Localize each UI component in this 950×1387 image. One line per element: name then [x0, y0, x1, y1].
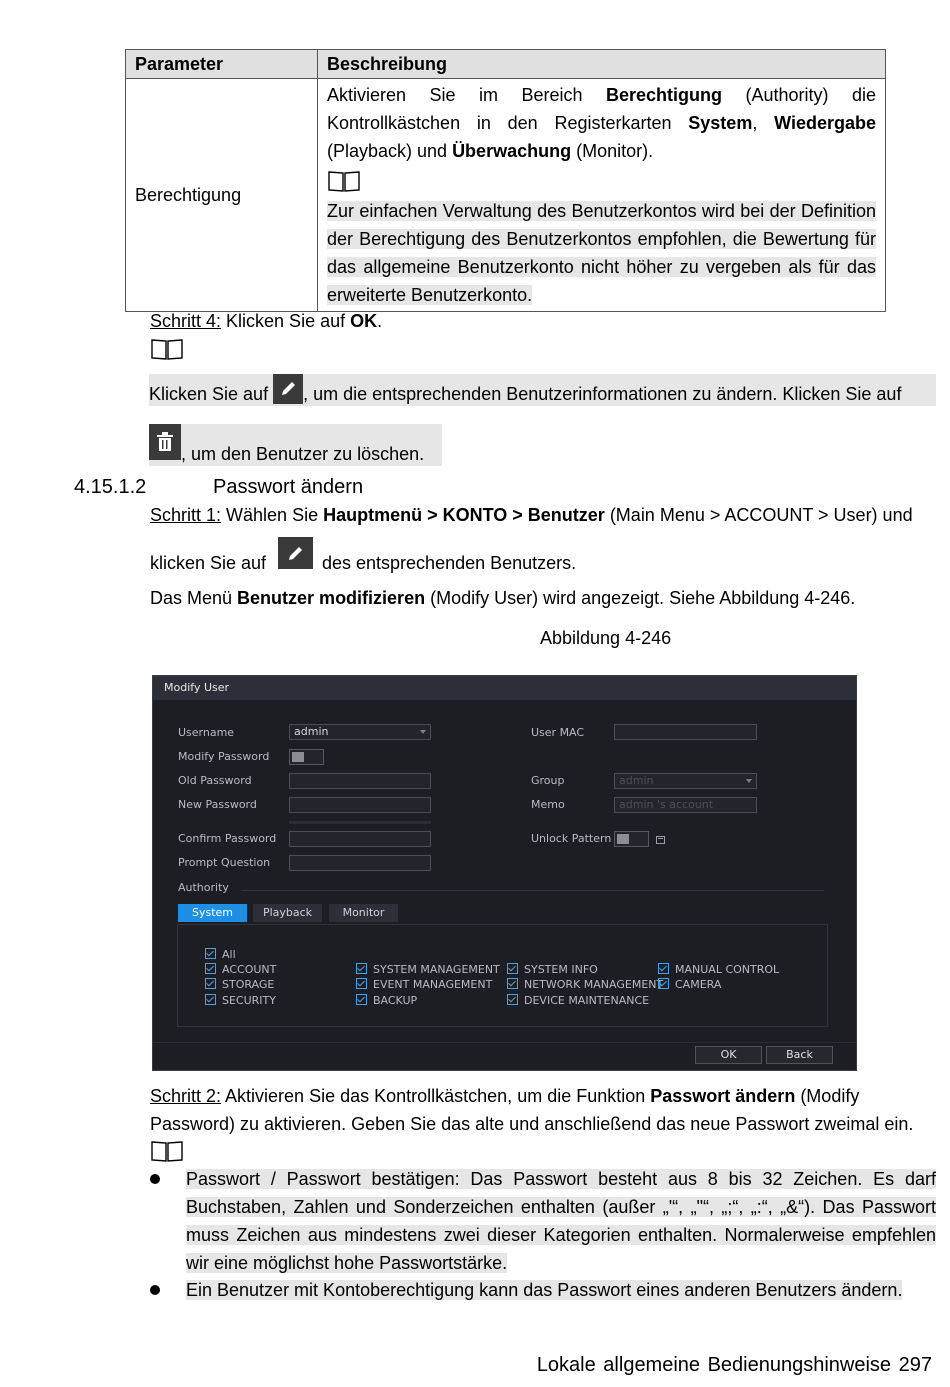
checkbox-storage[interactable]: STORAGE	[205, 978, 274, 991]
modify-password-label: Modify Password	[178, 750, 270, 763]
table-header-parameter: Parameter	[126, 50, 318, 79]
authority-label: Authority	[178, 881, 229, 894]
edit-pencil-icon	[278, 537, 313, 569]
checkbox-backup[interactable]: BACKUP	[356, 994, 417, 1007]
bullet-icon	[150, 1174, 160, 1184]
pattern-edit-icon[interactable]	[656, 835, 666, 844]
step-1: Schritt 1: Wählen Sie Hauptmenü > KONTO > Benutzer (Main Menu > ACCOUNT > User) und	[150, 505, 913, 525]
bullet-account-permission: Ein Benutzer mit Kontoberechtigung kann das Passwort eines anderen Benutzers ändern.	[186, 1280, 903, 1300]
memo-input: admin 's account	[614, 797, 757, 813]
group-label: Group	[531, 774, 565, 787]
new-password-label: New Password	[178, 798, 257, 811]
edit-pencil-icon	[273, 374, 303, 404]
user-mac-label: User MAC	[531, 726, 585, 739]
unlock-pattern-label: Unlock Pattern	[531, 832, 612, 845]
table-header-description: Beschreibung	[318, 50, 886, 79]
parameter-table	[125, 49, 886, 312]
confirm-password-input[interactable]	[289, 831, 431, 847]
desc-line-3: (Playback) und Überwachung (Monitor).	[327, 141, 654, 161]
desc-line-2: Kontrollkästchen in den Registerkarten System, Wiedergabe	[327, 113, 876, 133]
checkbox-security[interactable]: SECURITY	[205, 994, 276, 1007]
figure-caption: Abbildung 4-246	[540, 628, 672, 648]
checkbox-account[interactable]: ACCOUNT	[205, 963, 276, 976]
bullet-password-rules: Passwort / Passwort bestätigen: Das Passwort besteht aus 8 bis 32 Zeichen. Es darf Buchstaben, Zahlen und Sonderzeichen enthalten (außer „'“, „"“, „;“, „:“, „&“). Das Passwort muss Zeichen aus mindestens zwei dieser Kategorien enthalten. Normalerweise empfehlen wir eine möglichst hohe Passwortstärke.	[186, 1169, 936, 1273]
page-footer	[537, 1352, 932, 1378]
prompt-question-label: Prompt Question	[178, 856, 271, 869]
user-mac-input[interactable]	[614, 724, 757, 740]
username-label: Username	[178, 726, 235, 739]
table-cell-param: Berechtigung	[126, 79, 318, 312]
menu-shown-line: Das Menü Benutzer modifizieren (Modify User) wird angezeigt. Siehe Abbildung 4-246.	[150, 588, 856, 608]
unlock-pattern-toggle[interactable]	[614, 831, 649, 847]
step-4: Schritt 4: Klicken Sie auf OK.	[150, 311, 383, 331]
footer-text: Lokale allgemeine Bedienungshinweise	[536, 1354, 892, 1376]
checkbox-network-management[interactable]: NETWORK MANAGEMENT	[507, 978, 663, 991]
step-1-end: des entsprechenden Benutzers.	[322, 553, 577, 573]
desc-note: Zur einfachen Verwaltung des Benutzerkontos wird bei der Definition der Berechtigung des Benutzerkontos empfohlen, die Bewertung für das allgemeine Benutzerkonto nicht höher zu vergeben als für das erweiterte Benutzerkonto.	[327, 201, 876, 305]
old-password-input[interactable]	[289, 773, 431, 789]
memo-label: Memo	[531, 798, 565, 811]
ok-button[interactable]: OK	[695, 1046, 762, 1064]
trash-icon	[149, 424, 181, 460]
confirm-password-label: Confirm Password	[178, 832, 277, 845]
tab-monitor[interactable]: Monitor	[329, 904, 398, 922]
desc-line-1: Aktivieren Sie im Bereich Berechtigung (Authority) die	[327, 85, 876, 105]
section-title: Passwort ändern	[213, 476, 364, 498]
book-note-icon	[150, 1139, 184, 1163]
note-delete-line: , um den Benutzer zu löschen.	[149, 424, 442, 466]
checkbox-system-management[interactable]: SYSTEM MANAGEMENT	[356, 963, 500, 976]
step-1-cont: klicken Sie auf	[150, 553, 267, 573]
checkbox-device-maintenance[interactable]: DEVICE MAINTENANCE	[507, 994, 649, 1007]
checkbox-manual-control[interactable]: MANUAL CONTROL	[658, 963, 779, 976]
old-password-label: Old Password	[178, 774, 252, 787]
checkbox-event-management[interactable]: EVENT MANAGEMENT	[356, 978, 492, 991]
page-number: 297	[898, 1354, 932, 1376]
book-note-icon	[150, 337, 184, 361]
username-select[interactable]: admin	[289, 724, 431, 740]
checkbox-camera[interactable]: CAMERA	[658, 978, 721, 991]
password-strength-bar	[289, 821, 431, 824]
section-number: 4.15.1.2	[74, 476, 147, 498]
checkbox-all[interactable]: All	[205, 948, 236, 961]
group-select: admin	[614, 773, 757, 789]
book-note-icon	[327, 169, 361, 193]
chevron-down-icon	[746, 779, 752, 783]
tab-playback[interactable]: Playback	[253, 904, 322, 922]
modify-password-toggle[interactable]	[289, 749, 324, 765]
checkbox-system-info[interactable]: SYSTEM INFO	[507, 963, 598, 976]
dialog-title: Modify User	[153, 676, 856, 700]
prompt-question-input[interactable]	[289, 855, 431, 871]
tab-system[interactable]: System	[178, 904, 247, 922]
note-edit-delete: Klicken Sie auf , um die entsprechenden Benutzerinformationen zu ändern. Klicken Sie auf	[149, 374, 936, 406]
table-cell-description	[318, 79, 886, 312]
back-button[interactable]: Back	[766, 1046, 833, 1064]
step-2-cont: Password) zu aktivieren. Geben Sie das alte und anschließend das neue Passwort zweimal ein.	[150, 1114, 914, 1134]
bullet-icon	[150, 1285, 160, 1295]
chevron-down-icon	[420, 730, 426, 734]
new-password-input[interactable]	[289, 797, 431, 813]
modify-user-dialog	[152, 675, 857, 1071]
step-2: Schritt 2: Aktivieren Sie das Kontrollkästchen, um die Funktion Passwort ändern (Modify	[150, 1086, 860, 1106]
